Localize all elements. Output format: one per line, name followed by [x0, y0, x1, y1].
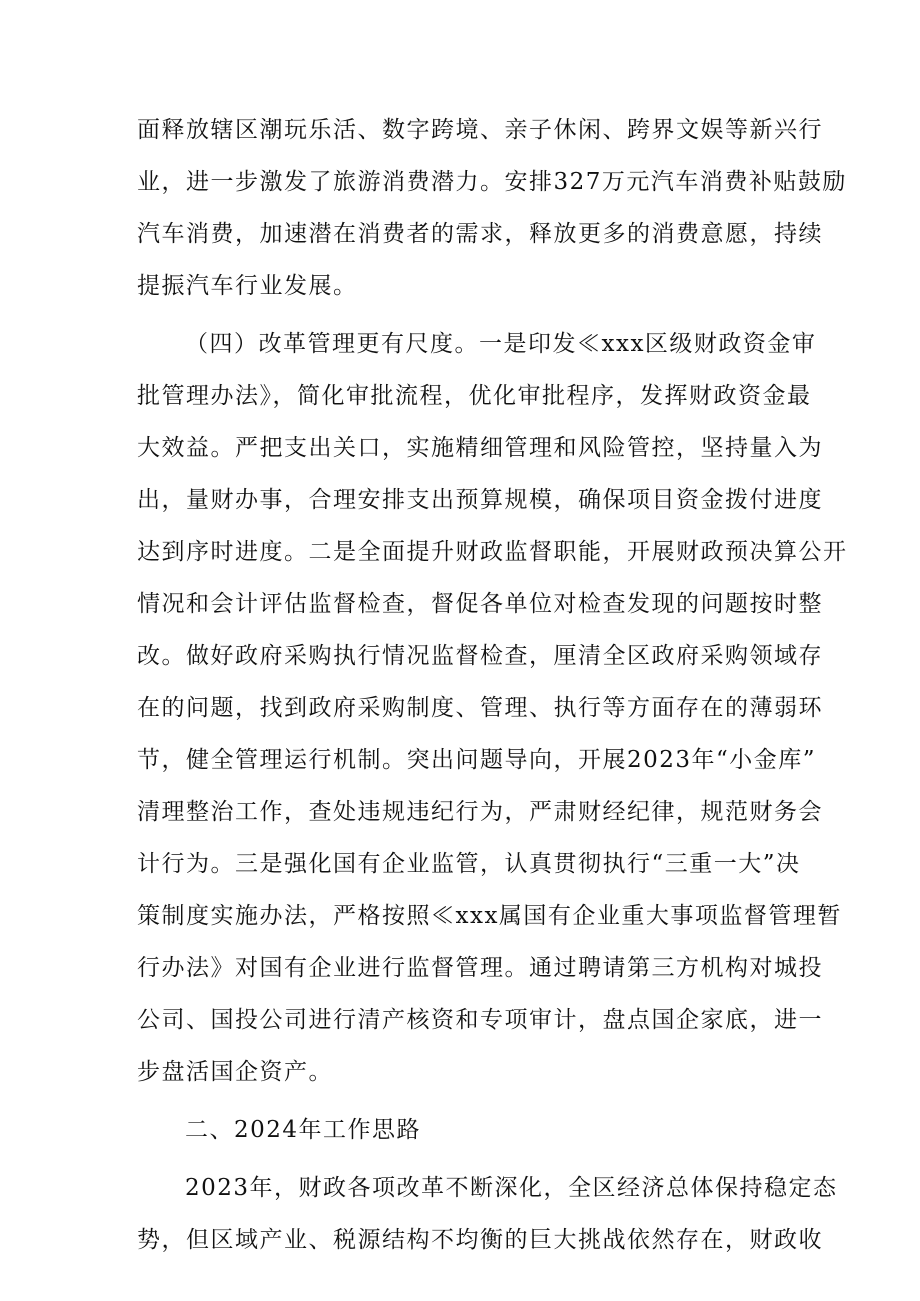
paragraph-line: 批管理办法》，简化审批流程，优化审批程序，发挥财政资金最 [137, 383, 812, 409]
paragraph-reform-management [137, 318, 848, 1098]
section-heading: 二、2024年工作思路 [185, 1117, 422, 1143]
paragraph-consumption [137, 104, 847, 312]
paragraph-line: 提振汽车行业发展。 [137, 273, 358, 299]
paragraph-line: 改。做好政府采购执行情况监督检查，厘清全区政府采购领域存 [137, 643, 823, 669]
paragraph-line: 公司、国投公司进行清产核资和专项审计，盘点国企家底，进一 [137, 1007, 823, 1033]
paragraph-line: （四）改革管理更有尺度。一是印发≪xxx区级财政资金审 [185, 331, 817, 357]
paragraph-line: 大效益。严把支出关口，实施精细管理和风险管控，坚持量入为 [137, 435, 823, 461]
paragraph-line: 策制度实施办法，严格按照≪xxx属国有企业重大事项监督管理暂 [137, 903, 842, 929]
paragraph-line: 情况和会计评估监督检查，督促各单位对检查发现的问题按时整 [137, 591, 823, 617]
paragraph-line: 行办法》对国有企业进行监督管理。通过聘请第三方机构对城投 [137, 955, 823, 981]
paragraph-line: 出，量财办事，合理安排支出预算规模，确保项目资金拨付进度 [137, 487, 823, 513]
paragraph-line: 汽车消费，加速潜在消费者的需求，释放更多的消费意愿，持续 [137, 221, 823, 247]
paragraph-line: 面释放辖区潮玩乐活、数字跨境、亲子休闲、跨界文娱等新兴行 [137, 117, 823, 143]
paragraph-line: 势，但区域产业、税源结构不均衡的巨大挑战依然存在，财政收 [137, 1227, 823, 1253]
paragraph-line: 业，进一步激发了旅游消费潜力。安排327万元汽车消费补贴鼓励 [137, 169, 847, 195]
paragraph-line: 计行为。三是强化国有企业监管，认真贯彻执行“三重一大”决 [137, 851, 801, 877]
paragraph-line: 步盘活国企资产。 [137, 1059, 333, 1085]
paragraph-line: 达到序时进度。二是全面提升财政监督职能，开展财政预决算公开 [137, 539, 848, 565]
paragraph-line: 在的问题，找到政府采购制度、管理、执行等方面存在的薄弱环 [137, 695, 823, 721]
paragraph-line: 节，健全管理运行机制。突出问题导向，开展2023年“小金库” [137, 747, 817, 773]
paragraph-line: 清理整治工作，查处违规违纪行为，严肃财经纪律，规范财务会 [137, 799, 823, 825]
paragraph-line: 2023年，财政各项改革不断深化，全区经济总体保持稳定态 [185, 1175, 838, 1201]
document-body [137, 104, 848, 1266]
paragraph-work-ideas [137, 1162, 838, 1266]
